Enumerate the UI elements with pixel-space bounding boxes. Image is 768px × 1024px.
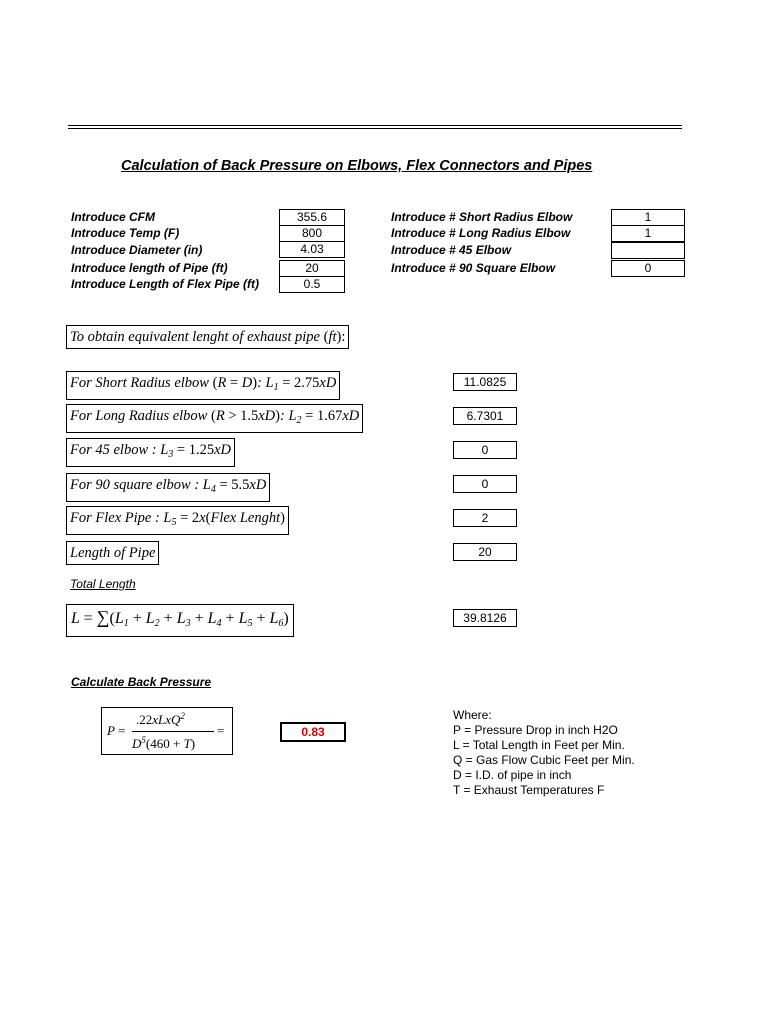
input-flex-length[interactable]: 0.5 (279, 276, 345, 293)
input-short-radius-elbow[interactable]: 1 (611, 209, 685, 226)
formula-long-radius: For Long Radius elbow (R > 1.5xD): $L_2 = 1.67xD$ (66, 404, 363, 433)
where-t: T = Exhaust Temperatures F (453, 783, 605, 797)
input-pipe-length[interactable]: 20 (279, 260, 345, 277)
label-cfm: Introduce CFM (71, 210, 155, 224)
where-legend (453, 708, 635, 798)
input-long-radius-elbow[interactable]: 1 (611, 225, 685, 242)
formula-90-square: For 90 square elbow : $L_4 = 5.5xD$ (66, 473, 270, 502)
input-45-elbow[interactable] (611, 242, 685, 259)
where-p: P = Pressure Drop in inch H2O (453, 723, 618, 737)
value-length-of-pipe: 20 (453, 543, 517, 561)
back-pressure-result: 0.83 (280, 722, 346, 742)
where-l: L = Total Length in Feet per Min. (453, 738, 625, 752)
input-cfm[interactable]: 355.6 (279, 209, 345, 226)
value-90-square: 0 (453, 475, 517, 493)
label-long-radius-elbow: Introduce # Long Radius Elbow (391, 226, 571, 240)
label-flex-length: Introduce Length of Flex Pipe (ft) (71, 277, 259, 291)
back-pressure-label: Calculate Back Pressure (71, 675, 212, 689)
value-long-radius: 6.7301 (453, 407, 517, 425)
input-diameter[interactable]: 4.03 (279, 241, 345, 258)
value-flex-pipe: 2 (453, 509, 517, 527)
label-temp: Introduce Temp (F) (71, 226, 180, 240)
where-q: Q = Gas Flow Cubic Feet per Min. (453, 753, 635, 767)
formula-flex-pipe: For Flex Pipe : $L_5$ = 2x(Flex Lenght) (66, 506, 289, 535)
input-90-square-elbow[interactable]: 0 (611, 260, 685, 277)
header-rule-bottom (68, 128, 682, 129)
formula-length-of-pipe: Length of Pipe (66, 541, 159, 565)
equivalent-length-text: To obtain equivalent lenght of exhaust pipe (70, 329, 320, 345)
equivalent-length-unit: ft (328, 329, 337, 345)
value-total-length: 39.8126 (453, 609, 517, 627)
formula-short-radius: For Short Radius elbow (R = D): $L_1 = 2.75xD$ (66, 371, 340, 400)
total-length-label: Total Length (70, 577, 136, 591)
label-diameter: Introduce Diameter (in) (71, 243, 203, 257)
input-temp[interactable]: 800 (279, 225, 345, 242)
value-45-elbow: 0 (453, 441, 517, 459)
where-heading: Where: (453, 708, 492, 722)
label-pipe-length: Introduce length of Pipe (ft) (71, 261, 228, 275)
equivalent-length-heading: To obtain equivalent lenght of exhaust pipe (ft): (66, 325, 349, 349)
label-45-elbow: Introduce # 45 Elbow (391, 243, 512, 257)
page-title: Calculation of Back Pressure on Elbows, Flex Connectors and Pipes (121, 158, 593, 174)
back-pressure-formula: P = .22xLxQ$^2$ $D^5(460 + T)$ = (101, 707, 233, 755)
formula-total-length: $L = \sum(L_1 + L_2 + L_3 + L_4 + L_5 + L_6)$ (66, 604, 294, 637)
header-rule-top (68, 125, 682, 126)
value-short-radius: 11.0825 (453, 373, 517, 391)
label-short-radius-elbow: Introduce # Short Radius Elbow (391, 210, 573, 224)
label-90-square-elbow: Introduce # 90 Square Elbow (391, 261, 556, 275)
where-d: D = I.D. of pipe in inch (453, 768, 572, 782)
formula-45-elbow: For 45 elbow : $L_3 = 1.25xD$ (66, 438, 235, 467)
